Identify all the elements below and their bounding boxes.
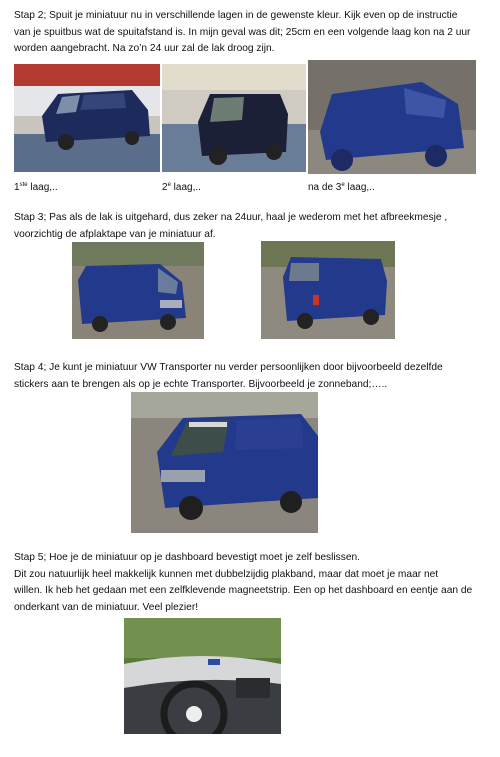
photo-sunstrip-sticker <box>131 392 318 533</box>
step5-paragraph <box>14 550 492 616</box>
step3-line-2: voorzichtig de afplaktape van je miniatuur af. <box>14 228 216 240</box>
caption-first-coat: 1ste laag,.. <box>14 182 58 193</box>
step2-line-2: van je spuitbus wat de spuitafstand is. In mijn geval was dit; 25cm en een volgende laag kon na 2 uur <box>14 26 471 38</box>
step5-line-4: onderkant van de miniatuur. Veel plezier! <box>14 601 199 613</box>
step4-line-1: Stap 4; Je kunt je miniatuur VW Transporter nu verder persoonlijken door bijvoorbeeld dezelfde <box>14 362 443 373</box>
step3-paragraph <box>14 210 492 243</box>
step5-line-3: willen. Ik heb het gedaan met een zelfklevende magneetstrip. Een op het dashboard en eentje aan de <box>14 585 473 596</box>
photo-dashboard <box>124 618 281 734</box>
photo-tape-removed-rear <box>261 241 395 339</box>
photo-tape-removed-front <box>72 242 204 339</box>
step4-paragraph <box>14 360 492 393</box>
step3-line-1: Stap 3; Pas als de lak is uitgehard, dus zeker na 24uur, haal je wederom met het afbreekmesje , <box>14 212 448 223</box>
caption-third-coat: na de 3e laag,.. <box>308 182 375 193</box>
photo-third-coat <box>308 60 476 174</box>
step2-paragraph <box>14 8 492 58</box>
step5-line-2: Dit zou natuurlijk heel makkelijk kunnen met dubbelzijdig plakband, maar dat moet je maar net <box>14 568 439 580</box>
step5-line-1: Stap 5; Hoe je de miniatuur op je dashboard bevestigt moet je zelf beslissen. <box>14 552 361 563</box>
step2-line-1: Stap 2; Spuit je miniatuur nu in verschillende lagen in de gewenste kleur. Kijk even op de instructie <box>14 10 458 21</box>
step4-line-2: stickers aan te brengen als op je echte Transporter. Bijvoorbeeld je zonneband;….. <box>14 378 388 390</box>
step2-line-3: worden aangebracht. Na zo’n 24 uur zal de lak droog zijn. <box>14 43 275 54</box>
caption-second-coat: 2e laag,.. <box>162 182 201 193</box>
photo-first-coat <box>14 64 160 172</box>
photo-second-coat <box>162 64 306 172</box>
